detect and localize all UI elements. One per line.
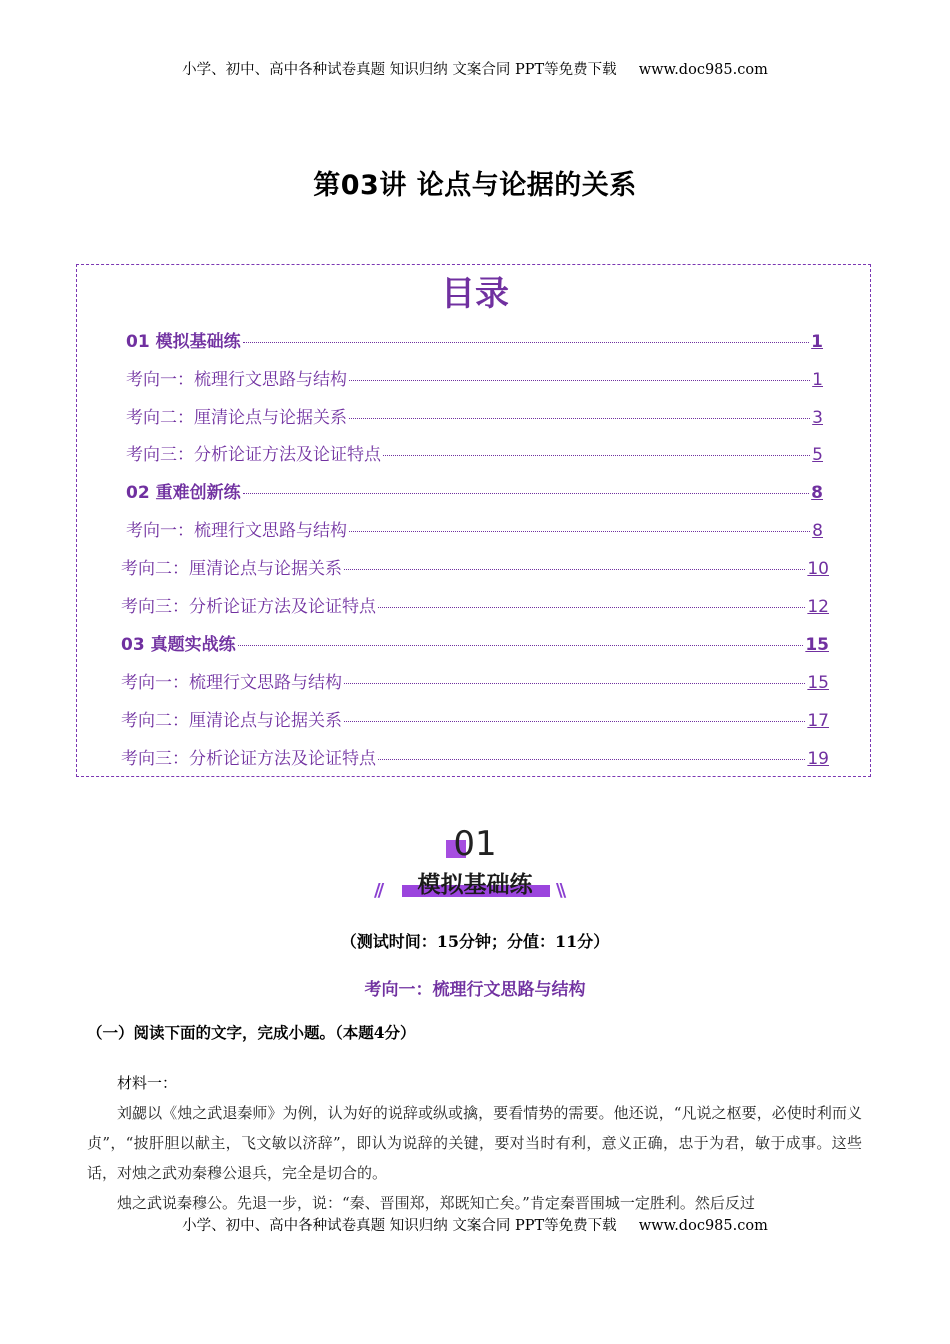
toc-entry[interactable] [121,554,829,580]
toc-leader [349,418,810,419]
toc-entry-page[interactable]: 3 [812,408,823,428]
toc-entry[interactable] [126,365,823,391]
material-text [87,1098,862,1218]
toc-entry-label: 02 重难创新练 [126,483,241,503]
toc-entry-page[interactable]: 1 [811,332,823,352]
subtopic-heading: 考向一：梳理行文思路与结构 [364,980,586,1000]
toc-entry-page[interactable]: 10 [807,559,829,579]
toc-leader [344,569,805,570]
header-text: 小学、初中、高中各种试卷真题 知识归纳 文案合同 PPT等免费下载 [182,62,617,78]
toc-entry-page[interactable]: 19 [807,749,829,769]
toc-entry-page[interactable]: 15 [805,635,829,655]
toc-leader [383,455,810,456]
toc-entry[interactable] [121,630,829,656]
toc-entry-page[interactable]: 15 [807,673,829,693]
paragraph: 烛之武说秦穆公。先退一步，说：“秦、晋围郑，郑既知亡矣。”肯定秦晋围城一定胜利。然后反过 [117,1194,755,1212]
toc-entry[interactable] [126,516,823,542]
footer-url[interactable]: www.doc985.com [638,1218,768,1234]
toc-leader [378,607,805,608]
toc-entry-label: 考向三：分析论证方法及论证特点 [126,445,381,465]
toc-entry-page[interactable]: 8 [811,483,823,503]
toc-leader [344,683,805,684]
test-info: （测试时间：15分钟；分值：11分） [340,932,610,951]
toc-entry-label: 考向二：厘清论点与论据关系 [121,711,342,731]
toc-leader [349,380,810,381]
toc-leader [238,645,804,646]
toc-entry-label: 考向二：厘清论点与论据关系 [126,408,347,428]
toc-entry-label: 考向一：梳理行文思路与结构 [121,673,342,693]
toc-entry[interactable] [121,706,829,732]
toc-leader [243,342,810,343]
footer-text: 小学、初中、高中各种试卷真题 知识归纳 文案合同 PPT等免费下载 [182,1218,617,1234]
toc-leader [378,759,805,760]
toc-leader [349,531,810,532]
toc-entry[interactable] [126,403,823,429]
toc-heading: 目录 [441,274,509,314]
toc-leader [344,721,805,722]
header-url[interactable]: www.doc985.com [638,62,768,78]
paragraph: 刘勰以《烛之武退秦师》为例，认为好的说辞或纵或擒，要看情势的需要。他还说，“凡说之枢要，必使时利而义贞”，“披肝胆以献主，飞文敏以济辞”，即认为说辞的关键，要对当时有利，意义正确，忠于为君，敏于成事。这些话，对烛之武劝秦穆公退兵，完全是切合的。 [87,1104,862,1182]
page-title: 第03讲 论点与论据的关系 [313,170,637,201]
toc-entry-label: 01 模拟基础练 [126,332,241,352]
toc-entry-page[interactable]: 12 [807,597,829,617]
toc-entry-label: 考向三：分析论证方法及论证特点 [121,749,376,769]
toc-entry-page[interactable]: 1 [812,370,823,390]
toc-entry-label: 03 真题实战练 [121,635,236,655]
section-name: 模拟基础练 [417,872,533,898]
toc-entry-label: 考向一：梳理行文思路与结构 [126,370,347,390]
toc-entry[interactable] [121,744,829,770]
left-slash-decoration: // [374,880,382,901]
toc-entry-label: 考向二：厘清论点与论据关系 [121,559,342,579]
toc-entry-page[interactable]: 5 [812,445,823,465]
toc-entry[interactable] [126,327,823,353]
toc-entry-label: 考向三：分析论证方法及论证特点 [121,597,376,617]
section-number: 01 [453,824,497,864]
right-slash-decoration: \\ [556,880,564,901]
toc-entry-page[interactable]: 17 [807,711,829,731]
toc-entry[interactable] [126,478,823,504]
toc-leader [243,493,810,494]
material-label: 材料一： [117,1074,178,1092]
toc-entry[interactable] [121,668,829,694]
page-header [0,58,950,79]
toc-entry[interactable] [126,440,823,466]
toc-entry-label: 考向一：梳理行文思路与结构 [126,521,347,541]
toc-entry[interactable] [121,592,829,618]
toc-entry-page[interactable]: 8 [812,521,823,541]
question-instruction: （一）阅读下面的文字，完成小题。（本题4分） [87,1023,416,1042]
page-footer [0,1214,950,1235]
